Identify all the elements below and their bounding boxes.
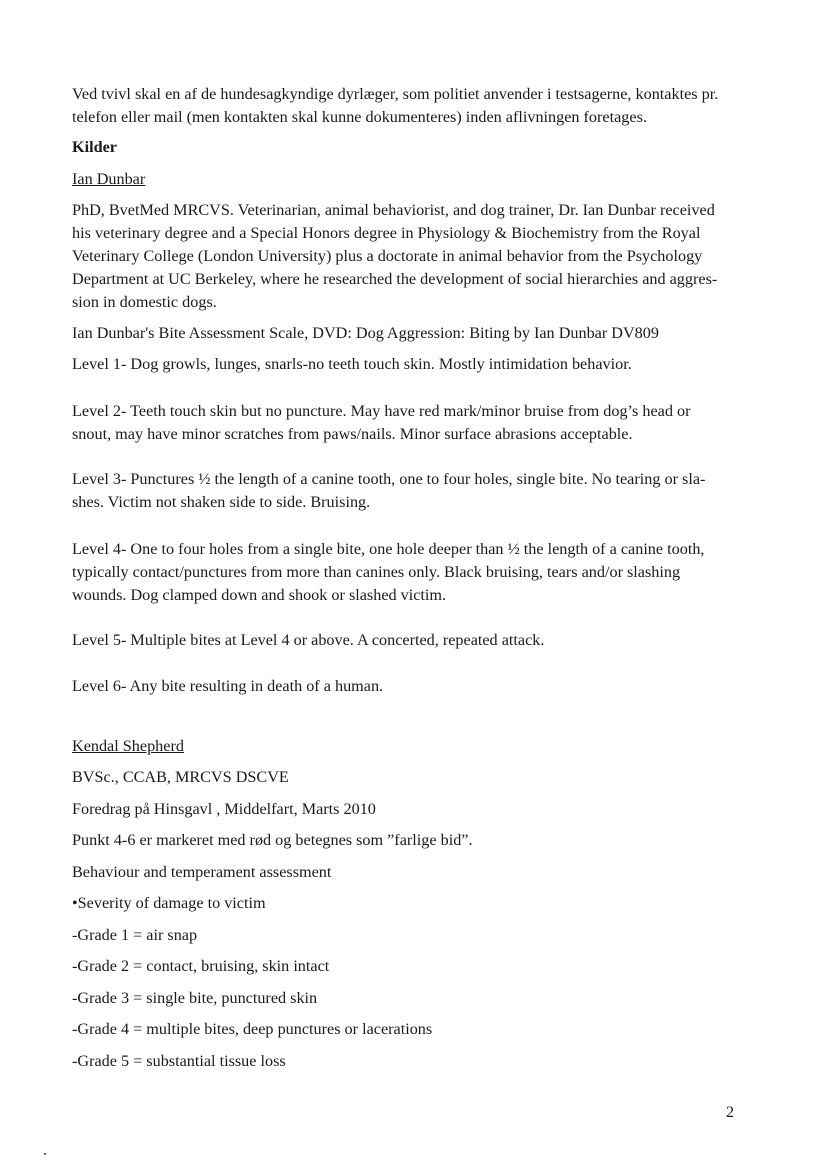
level-4-text: Level 4- One to four holes from a single bite, one hole deeper than ½ the length of a canine tooth, [72, 540, 705, 558]
level-1-text: Level 1- Dog growls, lunges, snarls-no teeth touch skin. Mostly intimidation behavior. [72, 355, 632, 373]
shepherd-name-heading: Kendal Shepherd [72, 737, 184, 755]
dunbar-bio-line: Veterinary College (London University) plus a doctorate in animal behavior from the Psychology [72, 247, 703, 265]
intro-line-2: telefon eller mail (men kontakten skal kunne dokumenteres) inden aflivningen foretages. [72, 108, 647, 126]
level-4-text: wounds. Dog clamped down and shook or slashed victim. [72, 586, 447, 604]
shepherd-lecture: Foredrag på Hinsgavl , Middelfart, Marts 2010 [72, 800, 376, 818]
page-number: 2 [726, 1103, 735, 1121]
level-3-text: Level 3- Punctures ½ the length of a canine tooth, one to four holes, single bite. No tearing or sla- [72, 470, 706, 488]
sources-heading: Kilder [72, 138, 117, 156]
level-6-text: Level 6- Any bite resulting in death of a human. [72, 677, 384, 695]
level-2-text: snout, may have minor scratches from paws/nails. Minor surface abrasions acceptable. [72, 425, 633, 443]
grade-item: -Grade 4 = multiple bites, deep punctures or lacerations [72, 1020, 433, 1038]
dunbar-bio-line: PhD, BvetMed MRCVS. Veterinarian, animal behaviorist, and dog trainer, Dr. Ian Dunbar received [72, 201, 715, 219]
severity-heading: •Severity of damage to victim [72, 894, 266, 912]
dunbar-bio-line: his veterinary degree and a Special Honors degree in Physiology & Biochemistry from the Royal [72, 224, 701, 242]
level-2-text: Level 2- Teeth touch skin but no puncture. May have red mark/minor bruise from dog’s head or [72, 402, 691, 420]
level-5-text: Level 5- Multiple bites at Level 4 or above. A concerted, repeated attack. [72, 631, 545, 649]
grade-item: -Grade 3 = single bite, punctured skin [72, 989, 318, 1007]
dunbar-bio-line: Department at UC Berkeley, where he researched the development of social hierarchies and aggres- [72, 270, 718, 288]
assessment-title: Behaviour and temperament assessment [72, 863, 332, 881]
dunbar-bio-line: sion in domestic dogs. [72, 293, 217, 311]
shepherd-credentials: BVSc., CCAB, MRCVS DSCVE [72, 768, 289, 786]
grade-item: -Grade 1 = air snap [72, 926, 198, 944]
dunbar-scale-title: Ian Dunbar's Bite Assessment Scale, DVD: Dog Aggression: Biting by Ian Dunbar DV809 [72, 324, 659, 342]
intro-line-1: Ved tvivl skal en af de hundesagkyndige dyrlæger, som politiet anvender i testsagerne, kontaktes pr. [72, 85, 719, 103]
scan-speck [44, 1153, 46, 1155]
grade-item: -Grade 2 = contact, bruising, skin intact [72, 957, 330, 975]
level-4-text: typically contact/punctures from more than canines only. Black bruising, tears and/or slashing [72, 563, 681, 581]
grade-item: -Grade 5 = substantial tissue loss [72, 1052, 286, 1070]
level-3-text: shes. Victim not shaken side to side. Bruising. [72, 493, 371, 511]
shepherd-note: Punkt 4-6 er markeret med rød og betegnes som ”farlige bid”. [72, 831, 473, 849]
dunbar-name-heading: Ian Dunbar [72, 170, 146, 188]
